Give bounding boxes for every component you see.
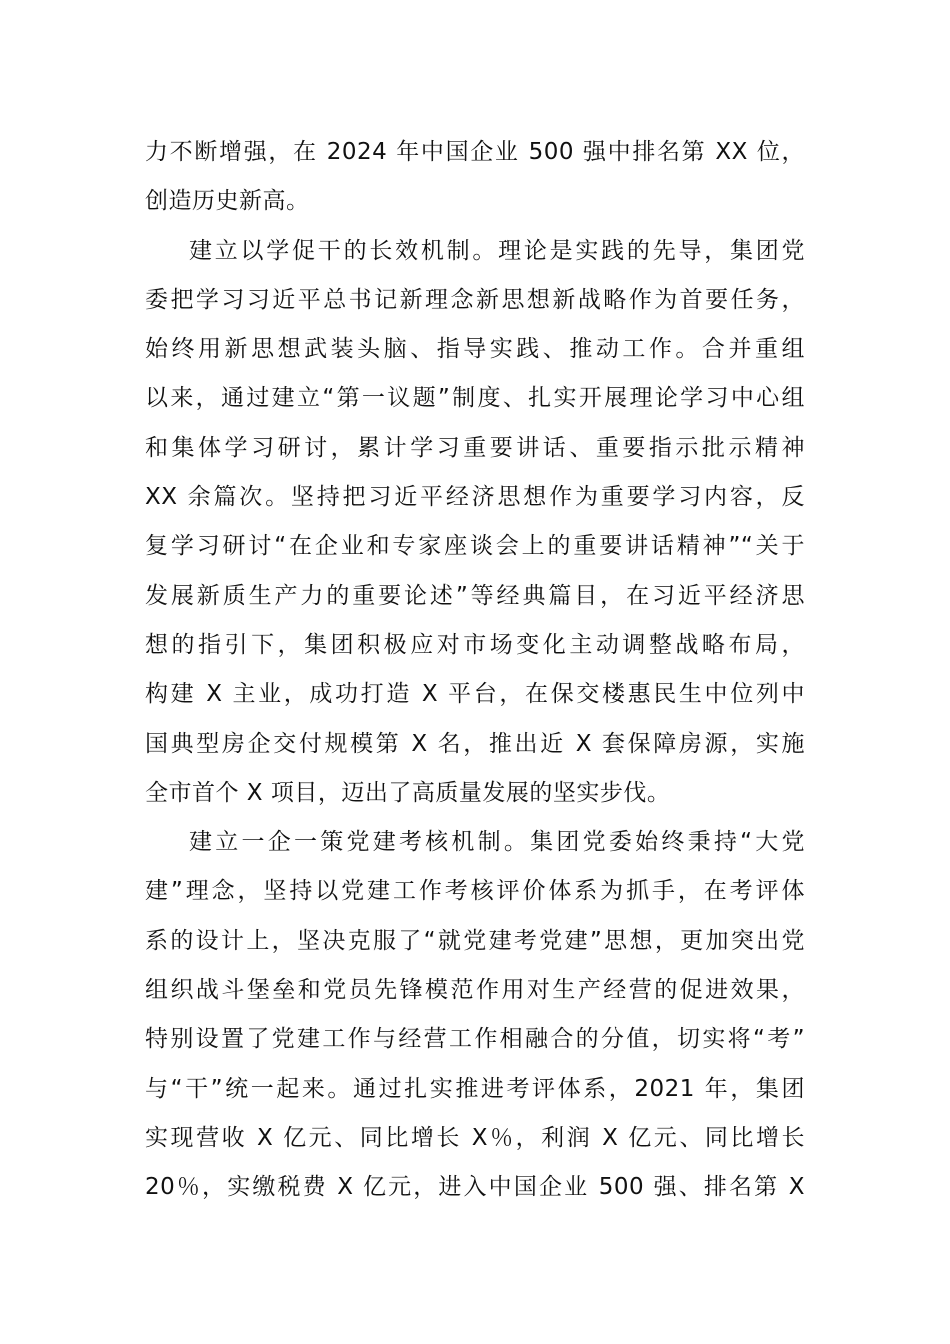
text-line: 建立一企一策党建考核机制。集团党委始终秉持“大党 xyxy=(189,829,805,856)
text-line: 力不断增强，在 2024 年中国企业 500 强中排名第 XX 位， xyxy=(145,139,805,165)
text-line: 实现营收 X 亿元、同比增长 X％，利润 X 亿元、同比增长 xyxy=(145,1124,805,1151)
body-text xyxy=(145,128,805,1213)
text-line: 以来，通过建立“第一议题”制度、扎实开展理论学习中心组 xyxy=(145,385,805,412)
paragraph-3 xyxy=(145,818,805,1212)
text-line: 和集体学习研讨，累计学习重要讲话、重要指示批示精神 xyxy=(145,434,805,461)
text-line: 委把学习习近平总书记新理念新思想新战略作为首要任务， xyxy=(145,286,805,313)
text-line: 始终用新思想武装头脑、指导实践、推动工作。合并重组 xyxy=(145,336,805,363)
text-line: XX 余篇次。坚持把习近平经济思想作为重要学习内容，反 xyxy=(145,484,805,511)
text-line: 建立以学促干的长效机制。理论是实践的先导，集团党 xyxy=(189,237,805,264)
text-line: 创造历史新高。 xyxy=(145,188,310,215)
text-line: 构建 X 主业，成功打造 X 平台，在保交楼惠民生中位列中 xyxy=(145,681,805,708)
text-line: 20％，实缴税费 X 亿元，进入中国企业 500 强、排名第 X xyxy=(145,1174,805,1201)
text-line: 国典型房企交付规模第 X 名，推出近 X 套保障房源，实施 xyxy=(145,730,805,757)
text-line: 复学习研讨“在企业和专家座谈会上的重要讲话精神”“关于 xyxy=(145,533,805,560)
text-line: 系的设计上，坚决克服了“就党建考党建”思想，更加突出党 xyxy=(145,927,805,954)
text-line: 发展新质生产力的重要论述”等经典篇目，在习近平经济思 xyxy=(145,582,805,609)
paragraph-2 xyxy=(145,227,805,819)
text-line: 与“干”统一起来。通过扎实推进考评体系，2021 年，集团 xyxy=(145,1075,805,1102)
text-line: 特别设置了党建工作与经营工作相融合的分值，切实将“考” xyxy=(145,1026,805,1053)
text-line: 想的指引下，集团积极应对市场变化主动调整战略布局， xyxy=(145,631,805,658)
text-line: 组织战斗堡垒和党员先锋模范作用对生产经营的促进效果， xyxy=(145,977,805,1004)
text-line: 建”理念，坚持以党建工作考核评价体系为抓手，在考评体 xyxy=(145,878,805,905)
paragraph-1 xyxy=(145,128,805,227)
text-line: 全市首个 X 项目，迈出了高质量发展的坚实步伐。 xyxy=(145,779,671,806)
